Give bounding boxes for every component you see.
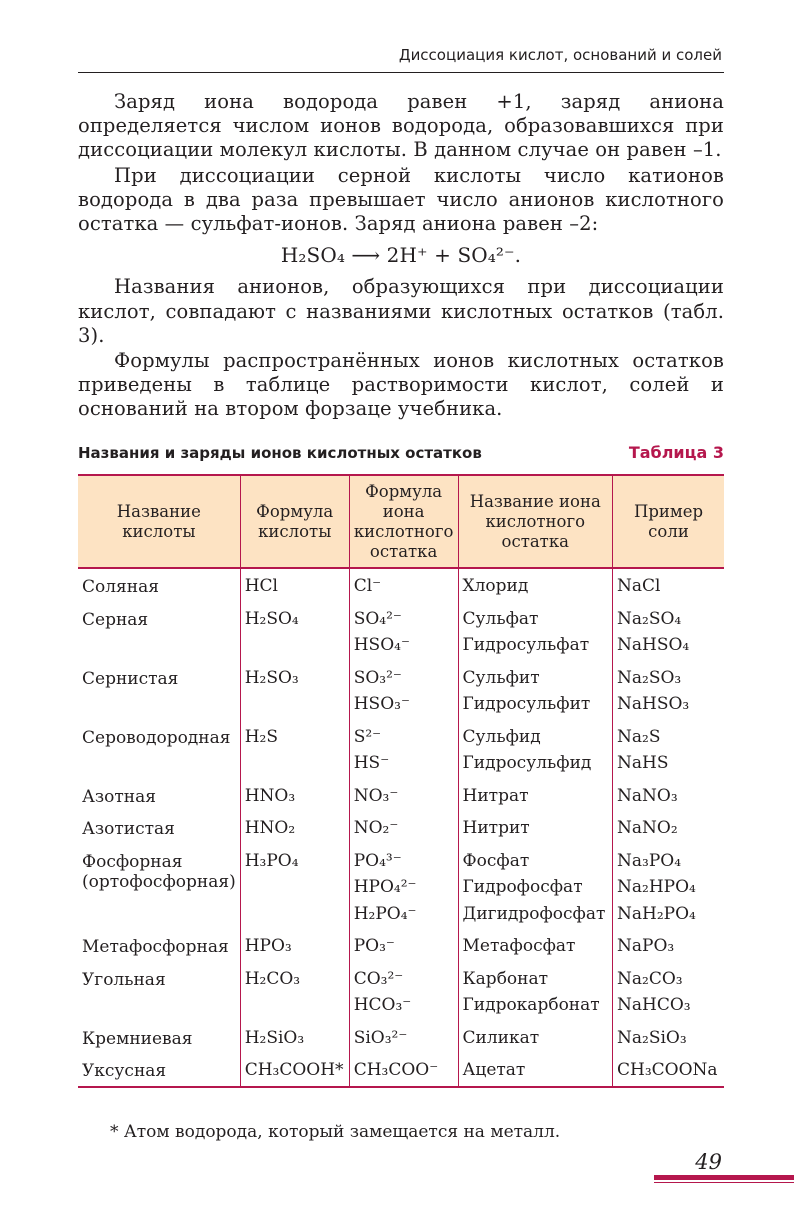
salt-formula: Na₂S — [617, 726, 661, 747]
ion-name: Гидросульфид — [462, 753, 592, 773]
salt-formula: NaPO₃ — [617, 936, 675, 956]
ion-formula: HCO₃⁻ — [353, 995, 412, 1015]
salt-example-cell — [613, 962, 725, 1021]
salt-formula: Na₂SiO₃ — [617, 1027, 687, 1048]
paragraph-2: При диссоциации серной кислоты число катионов водорода в два раза превышает число анионов кислотного остатка — сульфат-ионов. Заряд аниона равен –2: — [78, 163, 724, 236]
ion-name: Карбонат — [462, 968, 549, 989]
salt-formula: CH₃COONa — [617, 1060, 718, 1080]
ion-name: Гидрофосфат — [462, 877, 583, 897]
dissociation-equation: H₂SO₄ ⟶ 2H⁺ + SO₄²⁻. — [280, 243, 522, 268]
acid-name-cell: Метафосфорная — [82, 937, 229, 957]
salt-example-cell — [613, 1053, 725, 1087]
paragraph-4: Формулы распространённых ионов кислотных остатков приведены в таблице растворимости кислот, солей и оснований на втором форзаце учебника. — [78, 349, 724, 421]
ion-name: Сульфат — [462, 608, 539, 629]
ion-formula-cell — [349, 720, 458, 779]
ion-formula: HPO₄²⁻ — [353, 877, 417, 897]
acid-formula-cell: HPO₃ — [240, 929, 349, 962]
ion-formula: SO₄²⁻ — [353, 608, 402, 629]
ion-name: Хлорид — [462, 576, 529, 596]
salt-example-cell — [613, 568, 725, 602]
salt-formula: NaHCO₃ — [617, 995, 691, 1015]
ion-name-cell — [458, 1021, 612, 1054]
ion-name-cell — [458, 962, 612, 1021]
salt-formula: Na₂HPO₄ — [617, 877, 696, 897]
acid-name-cell: Сероводородная — [82, 727, 231, 748]
page-accent-bar — [654, 1175, 794, 1180]
ion-formula-cell — [349, 811, 458, 844]
salt-formula: NaHSO₄ — [617, 635, 690, 655]
salt-formula: NaHSO₃ — [617, 694, 690, 714]
salt-formula: NaNO₃ — [617, 785, 678, 806]
table-row — [78, 1021, 724, 1054]
salt-example-cell — [613, 661, 725, 720]
table-row — [78, 568, 724, 602]
ion-formula: Cl⁻ — [353, 576, 382, 596]
ion-formula: PO₃⁻ — [353, 936, 395, 956]
acid-formula-cell: HNO₃ — [240, 779, 349, 812]
ion-formula: NO₃⁻ — [353, 785, 399, 806]
salt-example-cell — [613, 811, 725, 844]
salt-example-cell — [613, 720, 725, 779]
ion-formula: PO₄³⁻ — [353, 850, 402, 871]
table-row — [78, 1053, 724, 1087]
table-row — [78, 602, 724, 661]
ion-formula: SiO₃²⁻ — [353, 1027, 408, 1048]
acid-formula-cell: H₂SO₄ — [240, 602, 349, 661]
header-acid-name: Название кислоты — [78, 475, 240, 568]
acid-formula-cell: H₂SO₃ — [240, 661, 349, 720]
header-ion-name: Название иона кислотного остатка — [458, 475, 612, 568]
ion-formula-cell — [349, 779, 458, 812]
acid-formula-cell: H₃PO₄ — [240, 844, 349, 930]
salt-example-cell — [613, 844, 725, 930]
salt-formula: NaHS — [617, 753, 669, 773]
acid-formula-cell: CH₃COOH* — [240, 1053, 349, 1087]
ion-formula: S²⁻ — [353, 726, 382, 747]
table-row — [78, 779, 724, 812]
acid-residue-table — [78, 474, 724, 1088]
salt-example-cell — [613, 929, 725, 962]
ion-name: Гидросульфат — [462, 635, 590, 655]
salt-formula: NaH₂PO₄ — [617, 903, 696, 924]
paragraph-1: Заряд иона водорода равен +1, заряд аниона определяется числом ионов водорода, образовавшихся при диссоциации молекул кислоты. В данном случае он равен –1. — [78, 90, 724, 162]
salt-formula: Na₃PO₄ — [617, 850, 682, 871]
table-header-row — [78, 475, 724, 568]
ion-name-cell — [458, 1053, 612, 1087]
salt-example-cell — [613, 779, 725, 812]
ion-formula: H₂PO₄⁻ — [353, 903, 417, 924]
salt-formula: NaNO₂ — [617, 818, 678, 838]
header-salt-example: Пример соли — [613, 475, 725, 568]
footnote: * Атом водорода, который замещается на металл. — [110, 1122, 561, 1142]
ion-formula: HS⁻ — [353, 753, 390, 773]
table-title: Названия и заряды ионов кислотных остатков — [78, 444, 482, 462]
salt-example-cell — [613, 602, 725, 661]
ion-name-cell — [458, 929, 612, 962]
ion-name-cell — [458, 844, 612, 930]
salt-formula: Na₂SO₄ — [617, 608, 682, 629]
table-row — [78, 811, 724, 844]
ion-formula: CH₃COO⁻ — [353, 1060, 439, 1080]
page-number: 49 — [695, 1150, 722, 1174]
ion-formula-cell — [349, 962, 458, 1021]
ion-name-cell — [458, 568, 612, 602]
acid-name-cell: Кремниевая — [82, 1028, 193, 1049]
acid-name-cell: Азотистая — [82, 819, 175, 839]
ion-formula: NO₂⁻ — [353, 818, 399, 838]
acid-name-cell: Соляная — [82, 577, 159, 597]
ion-formula: CO₃²⁻ — [353, 968, 404, 989]
salt-formula: NaCl — [617, 576, 661, 596]
ion-name-cell — [458, 661, 612, 720]
ion-name: Нитрат — [462, 785, 529, 806]
ion-name: Гидросульфит — [462, 694, 591, 714]
acid-name-cell: Угольная — [82, 969, 166, 990]
ion-formula-cell — [349, 661, 458, 720]
acid-name-cell: Фосфорная (ортофосфорная) — [82, 851, 236, 892]
ion-formula-cell — [349, 568, 458, 602]
table-number: Таблица 3 — [628, 443, 724, 462]
running-header: Диссоциация кислот, оснований и солей — [398, 46, 722, 64]
acid-name-cell: Уксусная — [78, 1053, 240, 1087]
acid-name-cell: Азотная — [82, 786, 156, 807]
ion-formula: HSO₃⁻ — [353, 694, 410, 714]
ion-name: Силикат — [462, 1027, 540, 1048]
ion-name-cell — [458, 602, 612, 661]
ion-formula-cell — [349, 844, 458, 930]
ion-name: Фосфат — [462, 850, 530, 871]
paragraph-3: Названия анионов, образующихся при диссоциации кислот, совпадают с названиями кислотных остатков (табл. 3). — [78, 275, 724, 347]
ion-formula: HSO₄⁻ — [353, 635, 410, 655]
body-text — [78, 90, 724, 423]
ion-name-cell — [458, 779, 612, 812]
table-row — [78, 720, 724, 779]
acid-formula-cell: H₂CO₃ — [240, 962, 349, 1021]
ion-formula-cell — [349, 602, 458, 661]
ion-name: Дигидрофосфат — [462, 903, 606, 924]
ion-formula-cell — [349, 929, 458, 962]
ion-name-cell — [458, 720, 612, 779]
table-row — [78, 661, 724, 720]
acid-formula-cell: H₂S — [240, 720, 349, 779]
header-acid-formula: Формула кислоты — [240, 475, 349, 568]
table-row — [78, 929, 724, 962]
table-row — [78, 844, 724, 930]
ion-formula-cell — [349, 1021, 458, 1054]
table-caption — [78, 443, 724, 462]
ion-name: Сульфид — [462, 726, 541, 747]
page-accent-line — [654, 1182, 794, 1183]
ion-name: Метафосфат — [462, 936, 576, 956]
ion-name: Гидрокарбонат — [462, 995, 600, 1015]
acid-name-cell: Серная — [82, 609, 149, 630]
ion-formula-cell — [349, 1053, 458, 1087]
ion-name: Нитрит — [462, 818, 530, 838]
ion-name: Ацетат — [462, 1060, 526, 1080]
table-body — [78, 568, 724, 1087]
ion-formula: SO₃²⁻ — [353, 667, 402, 688]
header-ion-formula: Формула иона кислотного остатка — [349, 475, 458, 568]
ion-name-cell — [458, 811, 612, 844]
salt-example-cell — [613, 1021, 725, 1054]
table-row — [78, 962, 724, 1021]
acid-formula-cell: H₂SiO₃ — [240, 1021, 349, 1054]
acid-formula-cell: HNO₂ — [240, 811, 349, 844]
salt-formula: Na₂SO₃ — [617, 667, 682, 688]
acid-name-cell: Сернистая — [82, 668, 179, 689]
ion-name: Сульфит — [462, 667, 540, 688]
salt-formula: Na₂CO₃ — [617, 968, 683, 989]
acid-formula-cell: HCl — [240, 568, 349, 602]
header-rule — [78, 72, 724, 73]
